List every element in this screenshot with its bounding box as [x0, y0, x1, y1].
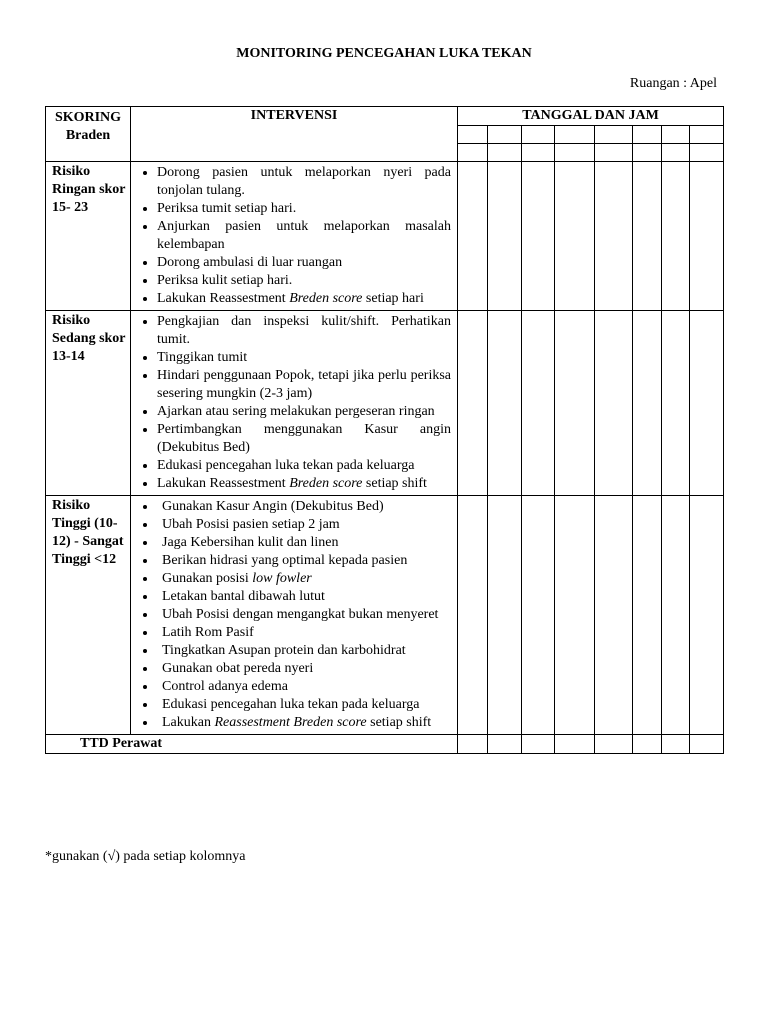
score-sedang: Risiko Sedang skor 13-14 [46, 311, 131, 496]
signature-cell[interactable] [488, 735, 522, 754]
date-cell[interactable] [690, 126, 724, 144]
check-cell[interactable] [488, 311, 522, 496]
intervention-item: • Lakukan Reassestment Breden score setiap shift [157, 475, 451, 493]
check-cell[interactable] [458, 496, 488, 735]
intervention-item: • Ubah Posisi pasien setiap 2 jam [157, 516, 451, 534]
time-cell[interactable] [522, 144, 555, 162]
risk-row-tinggi [46, 496, 724, 735]
intervention-item: • Gunakan posisi low fowler [157, 570, 451, 588]
check-cell[interactable] [458, 162, 488, 311]
check-cell[interactable] [488, 162, 522, 311]
signature-cell[interactable] [555, 735, 595, 754]
check-cell[interactable] [690, 162, 724, 311]
room-label: Ruangan : Apel [629, 76, 717, 91]
footnote: *gunakan (√) pada setiap kolomnya [45, 849, 246, 864]
check-cell[interactable] [690, 311, 724, 496]
header-tanggal-jam: TANGGAL DAN JAM [458, 107, 724, 126]
check-cell[interactable] [488, 496, 522, 735]
header-skoring: SKORING Braden [46, 107, 131, 162]
intervention-item: • Letakan bantal dibawah lutut [157, 588, 451, 606]
check-cell[interactable] [458, 311, 488, 496]
time-cell[interactable] [458, 144, 488, 162]
check-cell[interactable] [555, 496, 595, 735]
intervention-item: • Anjurkan pasien untuk melaporkan masalah kelembapan [157, 218, 451, 254]
time-cell[interactable] [595, 144, 633, 162]
check-cell[interactable] [595, 311, 633, 496]
intervention-item: • Tinggikan tumit [157, 349, 451, 367]
signature-cell[interactable] [458, 735, 488, 754]
check-cell[interactable] [633, 311, 662, 496]
intervention-item: • Dorong ambulasi di luar ruangan [157, 254, 451, 272]
check-cell[interactable] [555, 162, 595, 311]
check-cell[interactable] [662, 496, 690, 735]
header-row [46, 107, 724, 126]
intervention-item: • Lakukan Reassestment Breden score setiap shift [157, 714, 451, 732]
check-cell[interactable] [522, 496, 555, 735]
intervention-item: • Latih Rom Pasif [157, 624, 451, 642]
signature-cell[interactable] [690, 735, 724, 754]
time-cell[interactable] [662, 144, 690, 162]
time-cell[interactable] [555, 144, 595, 162]
intervention-item: • Edukasi pencegahan luka tekan pada keluarga [157, 457, 451, 475]
intervention-item: • Lakukan Reassestment Breden score setiap hari [157, 290, 451, 308]
risk-row-ringan [46, 162, 724, 311]
check-cell[interactable] [555, 311, 595, 496]
intervention-item: • Dorong pasien untuk melaporkan nyeri pada tonjolan tulang. [157, 164, 451, 200]
date-cell[interactable] [633, 126, 662, 144]
intervention-cell [131, 311, 458, 496]
check-cell[interactable] [690, 496, 724, 735]
intervention-item: • Gunakan Kasur Angin (Dekubitus Bed) [157, 498, 451, 516]
intervention-item: • Control adanya edema [157, 678, 451, 696]
date-cell[interactable] [662, 126, 690, 144]
date-cell[interactable] [458, 126, 488, 144]
signature-cell[interactable] [633, 735, 662, 754]
intervention-item: • Ubah Posisi dengan mengangkat bukan menyeret [157, 606, 451, 624]
time-cell[interactable] [633, 144, 662, 162]
intervention-cell [131, 162, 458, 311]
score-ringan: Risiko Ringan skor 15- 23 [46, 162, 131, 311]
intervention-item: • Gunakan obat pereda nyeri [157, 660, 451, 678]
monitoring-table [45, 106, 724, 754]
document-title: MONITORING PENCEGAHAN LUKA TEKAN [236, 46, 532, 61]
check-cell[interactable] [522, 311, 555, 496]
ttd-row [46, 735, 724, 754]
check-cell[interactable] [595, 162, 633, 311]
intervention-item: • Jaga Kebersihan kulit dan linen [157, 534, 451, 552]
header-intervensi: INTERVENSI [131, 107, 458, 162]
intervention-item: • Ajarkan atau sering melakukan pergeseran ringan [157, 403, 451, 421]
check-cell[interactable] [522, 162, 555, 311]
intervention-cell [131, 496, 458, 735]
intervention-item: • Periksa tumit setiap hari. [157, 200, 451, 218]
score-tinggi: Risiko Tinggi (10-12) - Sangat Tinggi <12 [46, 496, 131, 735]
intervention-item: • Edukasi pencegahan luka tekan pada keluarga [157, 696, 451, 714]
intervention-item: • Periksa kulit setiap hari. [157, 272, 451, 290]
date-cell[interactable] [595, 126, 633, 144]
ttd-perawat-label: TTD Perawat [46, 735, 458, 754]
intervention-item: • Pertimbangkan menggunakan Kasur angin (Dekubitus Bed) [157, 421, 451, 457]
signature-cell[interactable] [595, 735, 633, 754]
intervention-item: • Hindari penggunaan Popok, tetapi jika perlu periksa sesering mungkin (2-3 jam) [157, 367, 451, 403]
risk-row-sedang [46, 311, 724, 496]
date-cell[interactable] [555, 126, 595, 144]
check-cell[interactable] [595, 496, 633, 735]
intervention-item: • Pengkajian dan inspeksi kulit/shift. Perhatikan tumit. [157, 313, 451, 349]
signature-cell[interactable] [662, 735, 690, 754]
intervention-item: • Berikan hidrasi yang optimal kepada pasien [157, 552, 451, 570]
date-cell[interactable] [488, 126, 522, 144]
time-cell[interactable] [488, 144, 522, 162]
time-cell[interactable] [690, 144, 724, 162]
check-cell[interactable] [633, 496, 662, 735]
check-cell[interactable] [662, 162, 690, 311]
check-cell[interactable] [662, 311, 690, 496]
intervention-item: • Tingkatkan Asupan protein dan karbohidrat [157, 642, 451, 660]
date-cell[interactable] [522, 126, 555, 144]
signature-cell[interactable] [522, 735, 555, 754]
check-cell[interactable] [633, 162, 662, 311]
